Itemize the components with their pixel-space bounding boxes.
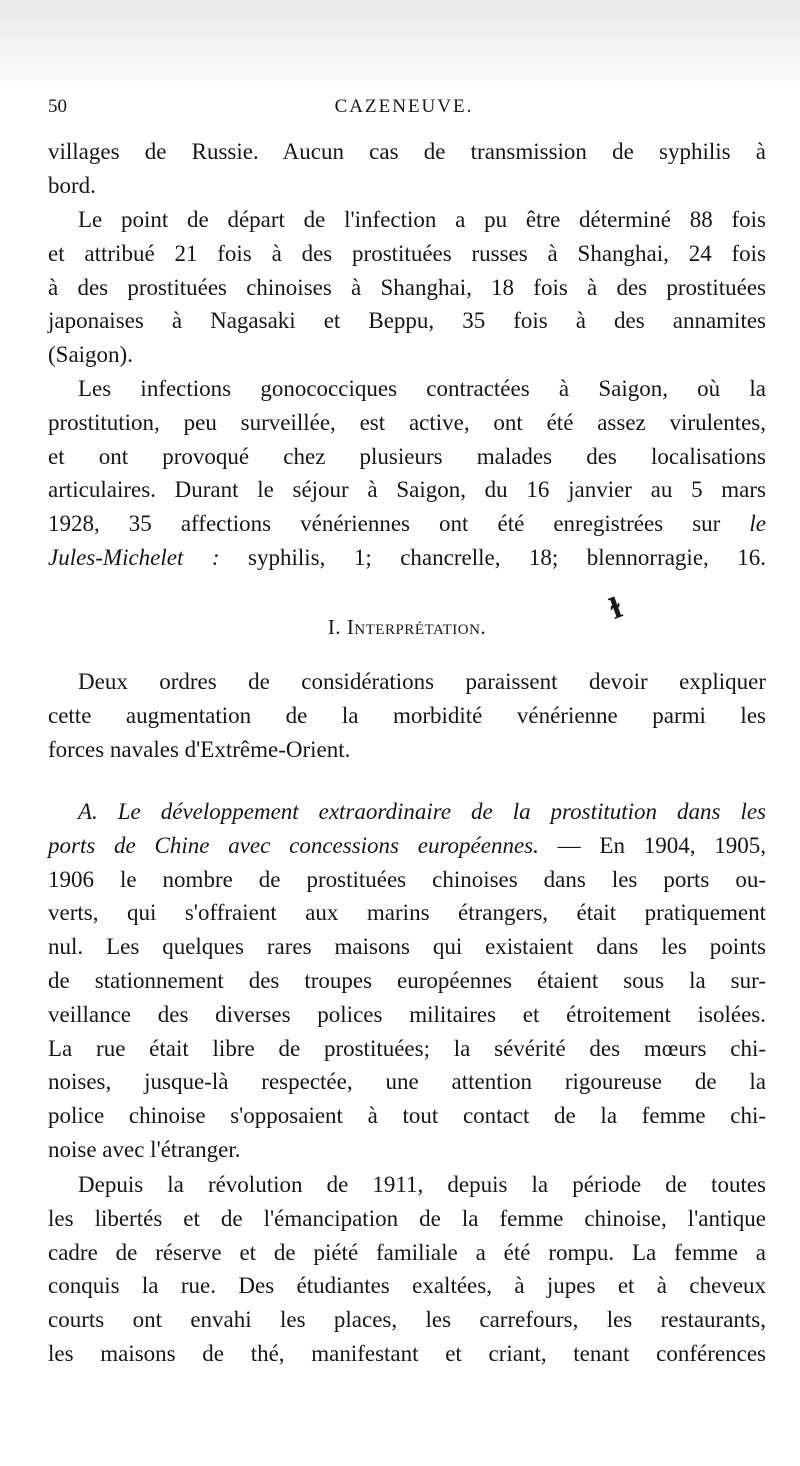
paragraph-revolution [48, 1168, 766, 1371]
paragraph-prostitution-china [48, 795, 766, 1167]
text-line: verts, qui s'offraient aux marins étrangers, était pratiquement [48, 900, 766, 926]
text-line: police chinoise s'opposaient à tout contact de la femme chi- [48, 1103, 766, 1129]
text-line: nul. Les quelques rares maisons qui existaient dans les points [48, 934, 766, 960]
running-title: CAZENEUVE. [334, 96, 474, 117]
text-line: les maisons de thé, manifestant et criant, tenant conférences [48, 1340, 766, 1366]
text-line: conquis la rue. Des étudiantes exaltées, à jupes et à cheveux [48, 1273, 766, 1299]
ship-name: Jules-Michelet : [48, 544, 220, 570]
section-title: Interprétation. [346, 615, 487, 639]
text-line: villages de Russie. Aucun cas de transmission de syphilis à [48, 139, 766, 164]
page-number: 50 [48, 96, 67, 117]
text-line: et attribué 21 fois à des prostituées russes à Shanghai, 24 fois [48, 240, 766, 266]
text-line: (Saigon). [48, 342, 133, 368]
text-line: Deux ordres de considérations paraissent devoir expliquer [78, 669, 766, 694]
text-line: noises, jusque-là respectée, une attention rigoureuse de la [48, 1069, 766, 1095]
text-segment: — En 1904, 1905, [557, 832, 766, 858]
text-line: articulaires. Durant le séjour à Saigon, du 16 janvier au 5 mars [48, 477, 766, 503]
text-line: Le point de départ de l'infection a pu être déterminé 88 fois [78, 207, 766, 232]
italic-segment: A. Le développement extraordinaire de la prostitution dans les [78, 799, 766, 824]
text-segment: 1928, 35 affections vénériennes ont été enregistrées sur [48, 511, 721, 537]
text-line: bord. [48, 172, 96, 198]
text-line: à des prostituées chinoises à Shanghai, 18 fois à des prostituées [48, 274, 766, 300]
text-line: forces navales d'Extrême-Orient. [48, 736, 351, 762]
text-line: les libertés et de l'émancipation de la femme chinoise, l'antique [48, 1205, 766, 1231]
text-line: cette augmentation de la morbidité vénérienne parmi les [48, 702, 766, 728]
paragraph-infection-origin [48, 203, 766, 372]
text-line: veillance des diverses polices militaires et étroitement isolées. [48, 1001, 766, 1027]
text-segment: syphilis, 1; chancrelle, 18; blennorragie, 16. [248, 544, 767, 570]
text-line [48, 795, 766, 829]
text-line: Les infections gonococciques contractées à Saigon, où la [78, 376, 766, 401]
text-line: japonaises à Nagasaki et Beppu, 35 fois à des annamites [48, 308, 766, 334]
text-line: courts ont envahi les places, les carrefours, les restaurants, [48, 1307, 766, 1333]
section-heading [48, 615, 766, 640]
text-line: cadre de réserve et de piété familiale a été rompu. La femme a [48, 1239, 766, 1265]
paragraph-russia [48, 135, 766, 203]
section-numeral: I. [327, 615, 342, 639]
text-line: et ont provoqué chez plusieurs malades des localisations [48, 443, 766, 469]
page-header [48, 96, 760, 126]
text-line: Depuis la révolution de 1911, depuis la période de toutes [78, 1172, 766, 1197]
text-line [48, 829, 766, 863]
text-line: prostitution, peu surveillée, est active, ont été assez virulentes, [48, 409, 766, 435]
paragraph-two-orders [48, 665, 766, 766]
text-line: de stationnement des troupes européennes étaient sous la sur- [48, 967, 766, 993]
scan-shadow [0, 0, 800, 95]
italic-segment: ports de Chine avec concessions européennes. [48, 832, 539, 858]
text-line [48, 541, 766, 575]
text-line: La rue était libre de prostituées; la sévérité des mœurs chi- [48, 1035, 766, 1061]
text-line: noise avec l'étranger. [48, 1136, 241, 1162]
ink-mark-icon: ɫ [604, 591, 627, 626]
paragraph-saigon [48, 372, 766, 575]
text-line: 1906 le nombre de prostituées chinoises dans les ports ou- [48, 866, 766, 892]
text-line [48, 507, 766, 541]
italic-segment: le [749, 511, 767, 537]
